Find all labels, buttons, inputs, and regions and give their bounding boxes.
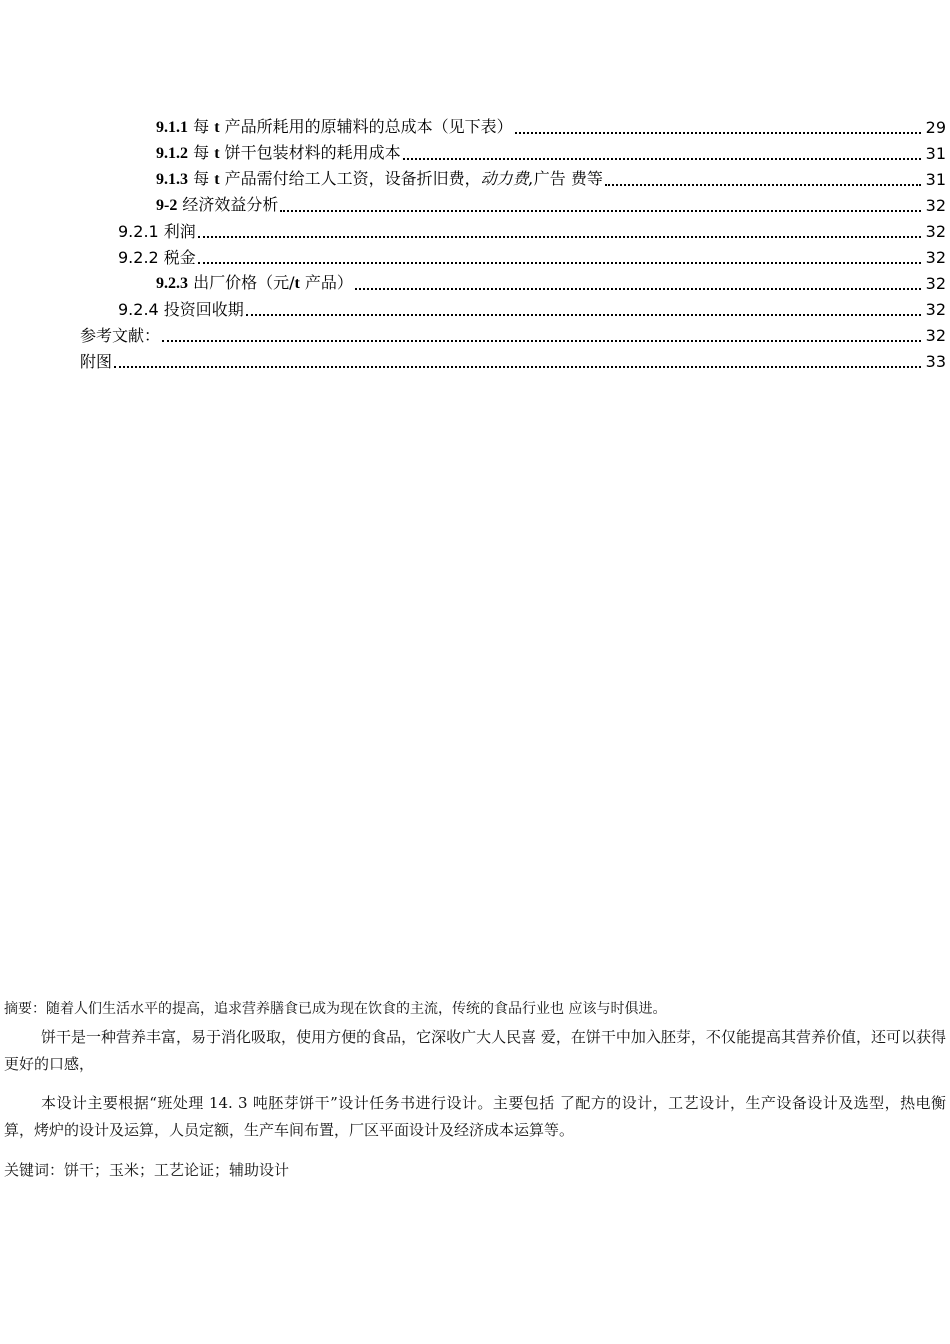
dot-leader xyxy=(114,366,921,368)
toc-entry-9-2-1[interactable] xyxy=(0,216,950,242)
toc-page-number: 31 xyxy=(925,170,946,189)
toc-entry-9-2-4[interactable] xyxy=(0,294,950,320)
toc-page-number: 31 xyxy=(925,144,946,163)
toc-entry-title: 9.1.1 每 t 产品所耗用的原辅料的总成本（见下表） xyxy=(156,117,513,136)
dot-leader xyxy=(280,210,921,212)
abstract-heading: 摘要：随着人们生活水平的提高，追求营养膳食已成为现在饮食的主流，传统的食品行业也 应该与时俱进。 xyxy=(4,1001,667,1017)
abstract-paragraph: 饼干是一种营养丰富，易于消化吸取，使用方便的食品，它深收广大人民喜 爱，在饼干中加入胚芽，不仅能提高其营养价值，还可以获得更好的口感， xyxy=(4,1028,946,1073)
toc-entry-references[interactable] xyxy=(0,320,950,346)
toc-entry-9-1-3[interactable] xyxy=(0,164,950,190)
toc-page-number: 32 xyxy=(925,326,946,345)
toc-entry-9-2-2[interactable] xyxy=(0,242,950,268)
toc-page-number: 32 xyxy=(925,274,946,293)
toc-entry-9-1-2[interactable] xyxy=(0,138,950,164)
toc-entry-9-2-3[interactable] xyxy=(0,268,950,294)
abstract-section xyxy=(4,998,946,1182)
toc-entry-title: 9.2.3 出厂价格（元/t 产品） xyxy=(156,273,353,292)
toc-entry-title: 9.1.3 每 t 产品需付给工人工资，设备折旧费，动力费,广告 费等 xyxy=(156,169,603,188)
toc-page-number: 32 xyxy=(925,196,946,215)
toc-page-number: 32 xyxy=(925,248,946,267)
dot-leader xyxy=(355,288,921,290)
toc-entry-title: 9.1.2 每 t 饼干包装材料的耗用成本 xyxy=(156,143,401,162)
toc-page-number: 33 xyxy=(925,352,946,371)
toc-entry-title: 9.2.4 投资回收期 xyxy=(118,300,244,319)
keywords: 关键词：饼干；玉米；工艺论证；辅助设计 xyxy=(4,1161,290,1179)
toc-page-number: 29 xyxy=(925,118,946,137)
toc-entry-title: 参考文献： xyxy=(80,326,161,345)
toc-page-number: 32 xyxy=(925,222,946,241)
toc-entry-title: 附图 xyxy=(80,352,113,371)
dot-leader xyxy=(198,236,921,238)
dot-leader xyxy=(198,262,921,264)
toc-entry-title: 9.2.1 利润 xyxy=(118,222,196,241)
dot-leader xyxy=(515,132,921,134)
dot-leader xyxy=(403,158,921,160)
table-of-contents xyxy=(0,112,950,372)
abstract-paragraph: 本设计主要根据“班处理 14. 3 吨胚芽饼干”设计任务书进行设计。主要包括 了配方的设计，工艺设计，生产设备设计及选型，热电衡算，烤炉的设计及运算，人员定额，生产车间布置，厂区平面设计及经济成本运算等。 xyxy=(4,1094,946,1139)
toc-entry-appendix-figures[interactable] xyxy=(0,346,950,372)
toc-entry-9-2[interactable] xyxy=(0,190,950,216)
dot-leader xyxy=(246,314,921,316)
toc-entry-title: 9.2.2 税金 xyxy=(118,248,196,267)
toc-page-number: 32 xyxy=(925,300,946,319)
toc-entry-title: 9-2 经济效益分析 xyxy=(156,195,279,214)
dot-leader xyxy=(162,340,921,342)
toc-entry-9-1-1[interactable] xyxy=(0,112,950,138)
dot-leader xyxy=(605,184,921,186)
